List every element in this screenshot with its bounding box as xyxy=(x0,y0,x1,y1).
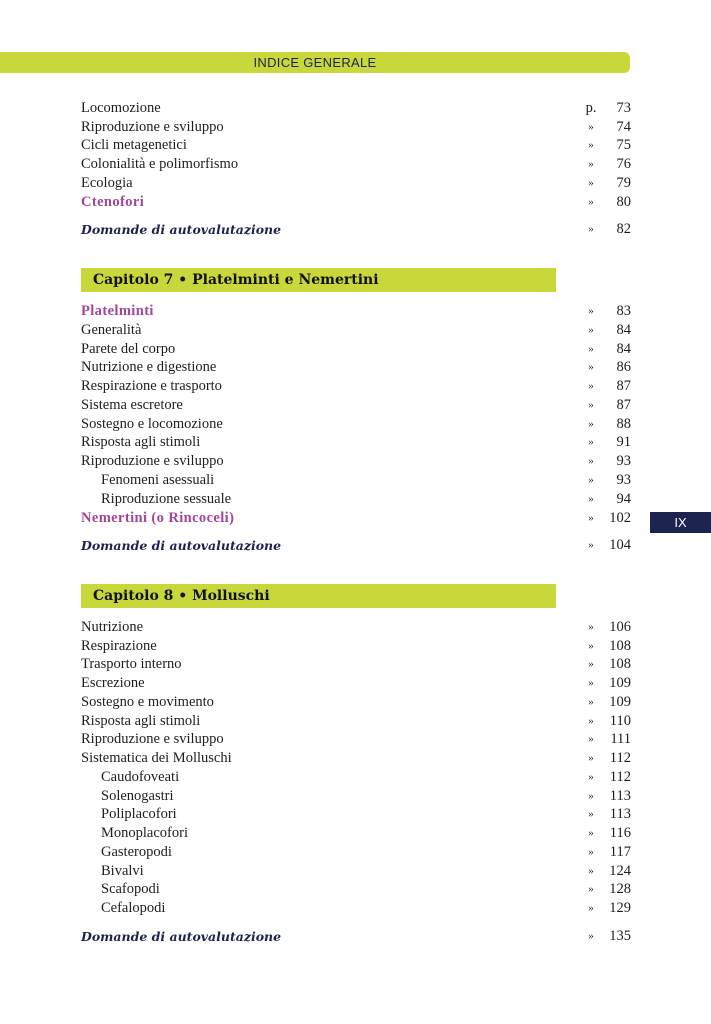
page-marker: » xyxy=(588,827,594,839)
toc-entry-label: Scafopodi xyxy=(101,881,160,897)
page-number: 110 xyxy=(609,713,631,729)
page-number: 129 xyxy=(609,900,631,916)
page-marker: » xyxy=(588,474,594,486)
chapter-7-title: Capitolo 7 • Platelminti e Nemertini xyxy=(93,272,379,288)
page-marker: » xyxy=(588,361,594,373)
page-number: 124 xyxy=(609,863,631,879)
page-marker: » xyxy=(588,640,594,652)
toc-row xyxy=(81,490,631,509)
toc-entry-label: Riproduzione sessuale xyxy=(101,491,232,507)
page-marker: » xyxy=(588,677,594,689)
toc-row xyxy=(81,749,631,768)
page-marker: » xyxy=(588,790,594,802)
toc-entry-label: Domande di autovalutazione xyxy=(81,538,282,553)
chapter-7-heading xyxy=(81,268,556,292)
toc-entry-label: Solenogastri xyxy=(101,788,174,804)
page-header-title: INDICE GENERALE xyxy=(253,55,377,70)
page-number: 117 xyxy=(609,844,631,860)
toc-row xyxy=(81,118,631,137)
toc-entry-label: Nutrizione xyxy=(81,619,144,635)
page-marker: » xyxy=(588,455,594,467)
page-marker: » xyxy=(588,493,594,505)
page-marker: » xyxy=(588,752,594,764)
toc-entry-label: Risposta agli stimoli xyxy=(81,434,201,450)
toc-row xyxy=(81,358,631,377)
toc-row xyxy=(81,321,631,340)
page-marker: » xyxy=(588,715,594,727)
page-number: 112 xyxy=(609,769,631,785)
toc-entry-label: Locomozione xyxy=(81,100,161,116)
page-number-tab: IX xyxy=(650,512,711,533)
toc-row xyxy=(81,730,631,749)
toc-entry-label: Domande di autovalutazione xyxy=(81,929,282,944)
chapter-8-heading xyxy=(81,584,556,608)
toc-entry-label: Riproduzione e sviluppo xyxy=(81,453,224,469)
toc-row xyxy=(81,899,631,918)
toc-row xyxy=(81,768,631,787)
toc-entry-label: Sistematica dei Molluschi xyxy=(81,750,232,766)
page-marker: » xyxy=(588,343,594,355)
toc-entry-label: Sostegno e movimento xyxy=(81,694,214,710)
toc-entry-label: Riproduzione e sviluppo xyxy=(81,119,224,135)
toc-entry-label: Sostegno e locomozione xyxy=(81,416,223,432)
header-band xyxy=(0,52,630,73)
page-marker: » xyxy=(588,399,594,411)
page-number: 91 xyxy=(616,434,631,450)
page-number: 108 xyxy=(609,638,631,654)
page-marker: » xyxy=(588,658,594,670)
toc-row xyxy=(81,880,631,899)
toc-entry-label: Nemertini (o Rincoceli) xyxy=(81,510,235,526)
page-number: 109 xyxy=(609,694,631,710)
page-number: 94 xyxy=(616,491,631,507)
page-marker: » xyxy=(588,846,594,858)
page-number: 108 xyxy=(609,656,631,672)
page-number: 128 xyxy=(609,881,631,897)
page-number: 111 xyxy=(610,731,631,747)
toc-row xyxy=(81,862,631,881)
page-marker: » xyxy=(588,512,594,524)
page-number: 73 xyxy=(616,100,631,116)
toc-row xyxy=(81,618,631,637)
page-number: 76 xyxy=(616,156,631,172)
page-number: 93 xyxy=(616,472,631,488)
section-row xyxy=(81,302,631,321)
page-marker: » xyxy=(588,158,594,170)
toc-entry-label: Sistema escretore xyxy=(81,397,183,413)
page-number: 104 xyxy=(609,537,631,553)
toc-row xyxy=(81,415,631,434)
toc-row xyxy=(81,787,631,806)
page-marker: » xyxy=(588,177,594,189)
toc-row xyxy=(81,655,631,674)
page-number: 135 xyxy=(609,928,631,944)
page-marker: » xyxy=(588,771,594,783)
self-assessment-row xyxy=(81,927,631,946)
page-marker: » xyxy=(588,418,594,430)
page-number: 113 xyxy=(609,788,631,804)
toc-row xyxy=(81,396,631,415)
page-number: 86 xyxy=(616,359,631,375)
toc-entry-label: Cicli metagenetici xyxy=(81,137,187,153)
page-marker: p. xyxy=(585,100,597,116)
page-marker: » xyxy=(588,930,594,942)
page-number: 84 xyxy=(616,341,631,357)
page-number: 87 xyxy=(616,378,631,394)
page-marker: » xyxy=(588,865,594,877)
page-marker: » xyxy=(588,539,594,551)
toc-row xyxy=(81,340,631,359)
toc-entry-label: Domande di autovalutazione xyxy=(81,222,282,237)
toc-entry-label: Escrezione xyxy=(81,675,145,691)
page-marker: » xyxy=(588,305,594,317)
self-assessment-row xyxy=(81,220,631,239)
page-number: 109 xyxy=(609,675,631,691)
toc-entry-label: Platelminti xyxy=(81,303,154,319)
page-number: 80 xyxy=(616,194,631,210)
toc-row xyxy=(81,805,631,824)
page-number: 102 xyxy=(609,510,631,526)
toc-entry-label: Generalità xyxy=(81,322,142,338)
toc-row xyxy=(81,712,631,731)
self-assessment-row xyxy=(81,536,631,555)
toc-entry-label: Riproduzione e sviluppo xyxy=(81,731,224,747)
page-marker: » xyxy=(588,139,594,151)
page-marker: » xyxy=(588,121,594,133)
toc-row xyxy=(81,99,631,118)
page-number: 84 xyxy=(616,322,631,338)
chapter-8-title: Capitolo 8 • Molluschi xyxy=(93,588,270,604)
toc-entry-label: Cefalopodi xyxy=(101,900,166,916)
page-number: 116 xyxy=(609,825,631,841)
page-number: 83 xyxy=(616,303,631,319)
toc-row xyxy=(81,452,631,471)
toc-row xyxy=(81,174,631,193)
page-number: 79 xyxy=(616,175,631,191)
toc-row xyxy=(81,824,631,843)
toc-row xyxy=(81,136,631,155)
page-marker: » xyxy=(588,436,594,448)
page-marker: » xyxy=(588,808,594,820)
page-marker: » xyxy=(588,902,594,914)
page-marker: » xyxy=(588,380,594,392)
toc-entry-label: Gasteropodi xyxy=(101,844,172,860)
toc-entry-label: Ecologia xyxy=(81,175,133,191)
page-marker: » xyxy=(588,223,594,235)
toc-entry-label: Respirazione e trasporto xyxy=(81,378,222,394)
page-number: 74 xyxy=(616,119,631,135)
page-number: 106 xyxy=(609,619,631,635)
toc-entry-label: Ctenofori xyxy=(81,194,145,210)
toc-entry-label: Caudofoveati xyxy=(101,769,180,785)
toc-entry-label: Colonialità e polimorfismo xyxy=(81,156,239,172)
page-number: 88 xyxy=(616,416,631,432)
page-number: 82 xyxy=(616,221,631,237)
page-number: 87 xyxy=(616,397,631,413)
page-number: 113 xyxy=(609,806,631,822)
toc-entry-label: Poliplacofori xyxy=(101,806,177,822)
toc-entry-label: Monoplacofori xyxy=(101,825,188,841)
page-marker: » xyxy=(588,324,594,336)
toc-entry-label: Trasporto interno xyxy=(81,656,182,672)
section-row xyxy=(81,509,631,528)
toc-row xyxy=(81,693,631,712)
page-number: 75 xyxy=(616,137,631,153)
toc-entry-label: Fenomeni asessuali xyxy=(101,472,215,488)
toc-row xyxy=(81,377,631,396)
toc-entry-label: Respirazione xyxy=(81,638,157,654)
page-number: 112 xyxy=(609,750,631,766)
toc-row xyxy=(81,433,631,452)
toc-row xyxy=(81,674,631,693)
toc-entry-label: Bivalvi xyxy=(101,863,144,879)
toc-row xyxy=(81,843,631,862)
toc-row xyxy=(81,155,631,174)
toc-row xyxy=(81,471,631,490)
toc-entry-label: Nutrizione e digestione xyxy=(81,359,217,375)
page-marker: » xyxy=(588,621,594,633)
page-number: 93 xyxy=(616,453,631,469)
toc-entry-label: Risposta agli stimoli xyxy=(81,713,201,729)
page-marker: » xyxy=(588,733,594,745)
toc-row xyxy=(81,637,631,656)
toc-entry-label: Parete del corpo xyxy=(81,341,176,357)
section-row xyxy=(81,193,631,212)
page-marker: » xyxy=(588,696,594,708)
page-marker: » xyxy=(588,883,594,895)
page-marker: » xyxy=(588,196,594,208)
